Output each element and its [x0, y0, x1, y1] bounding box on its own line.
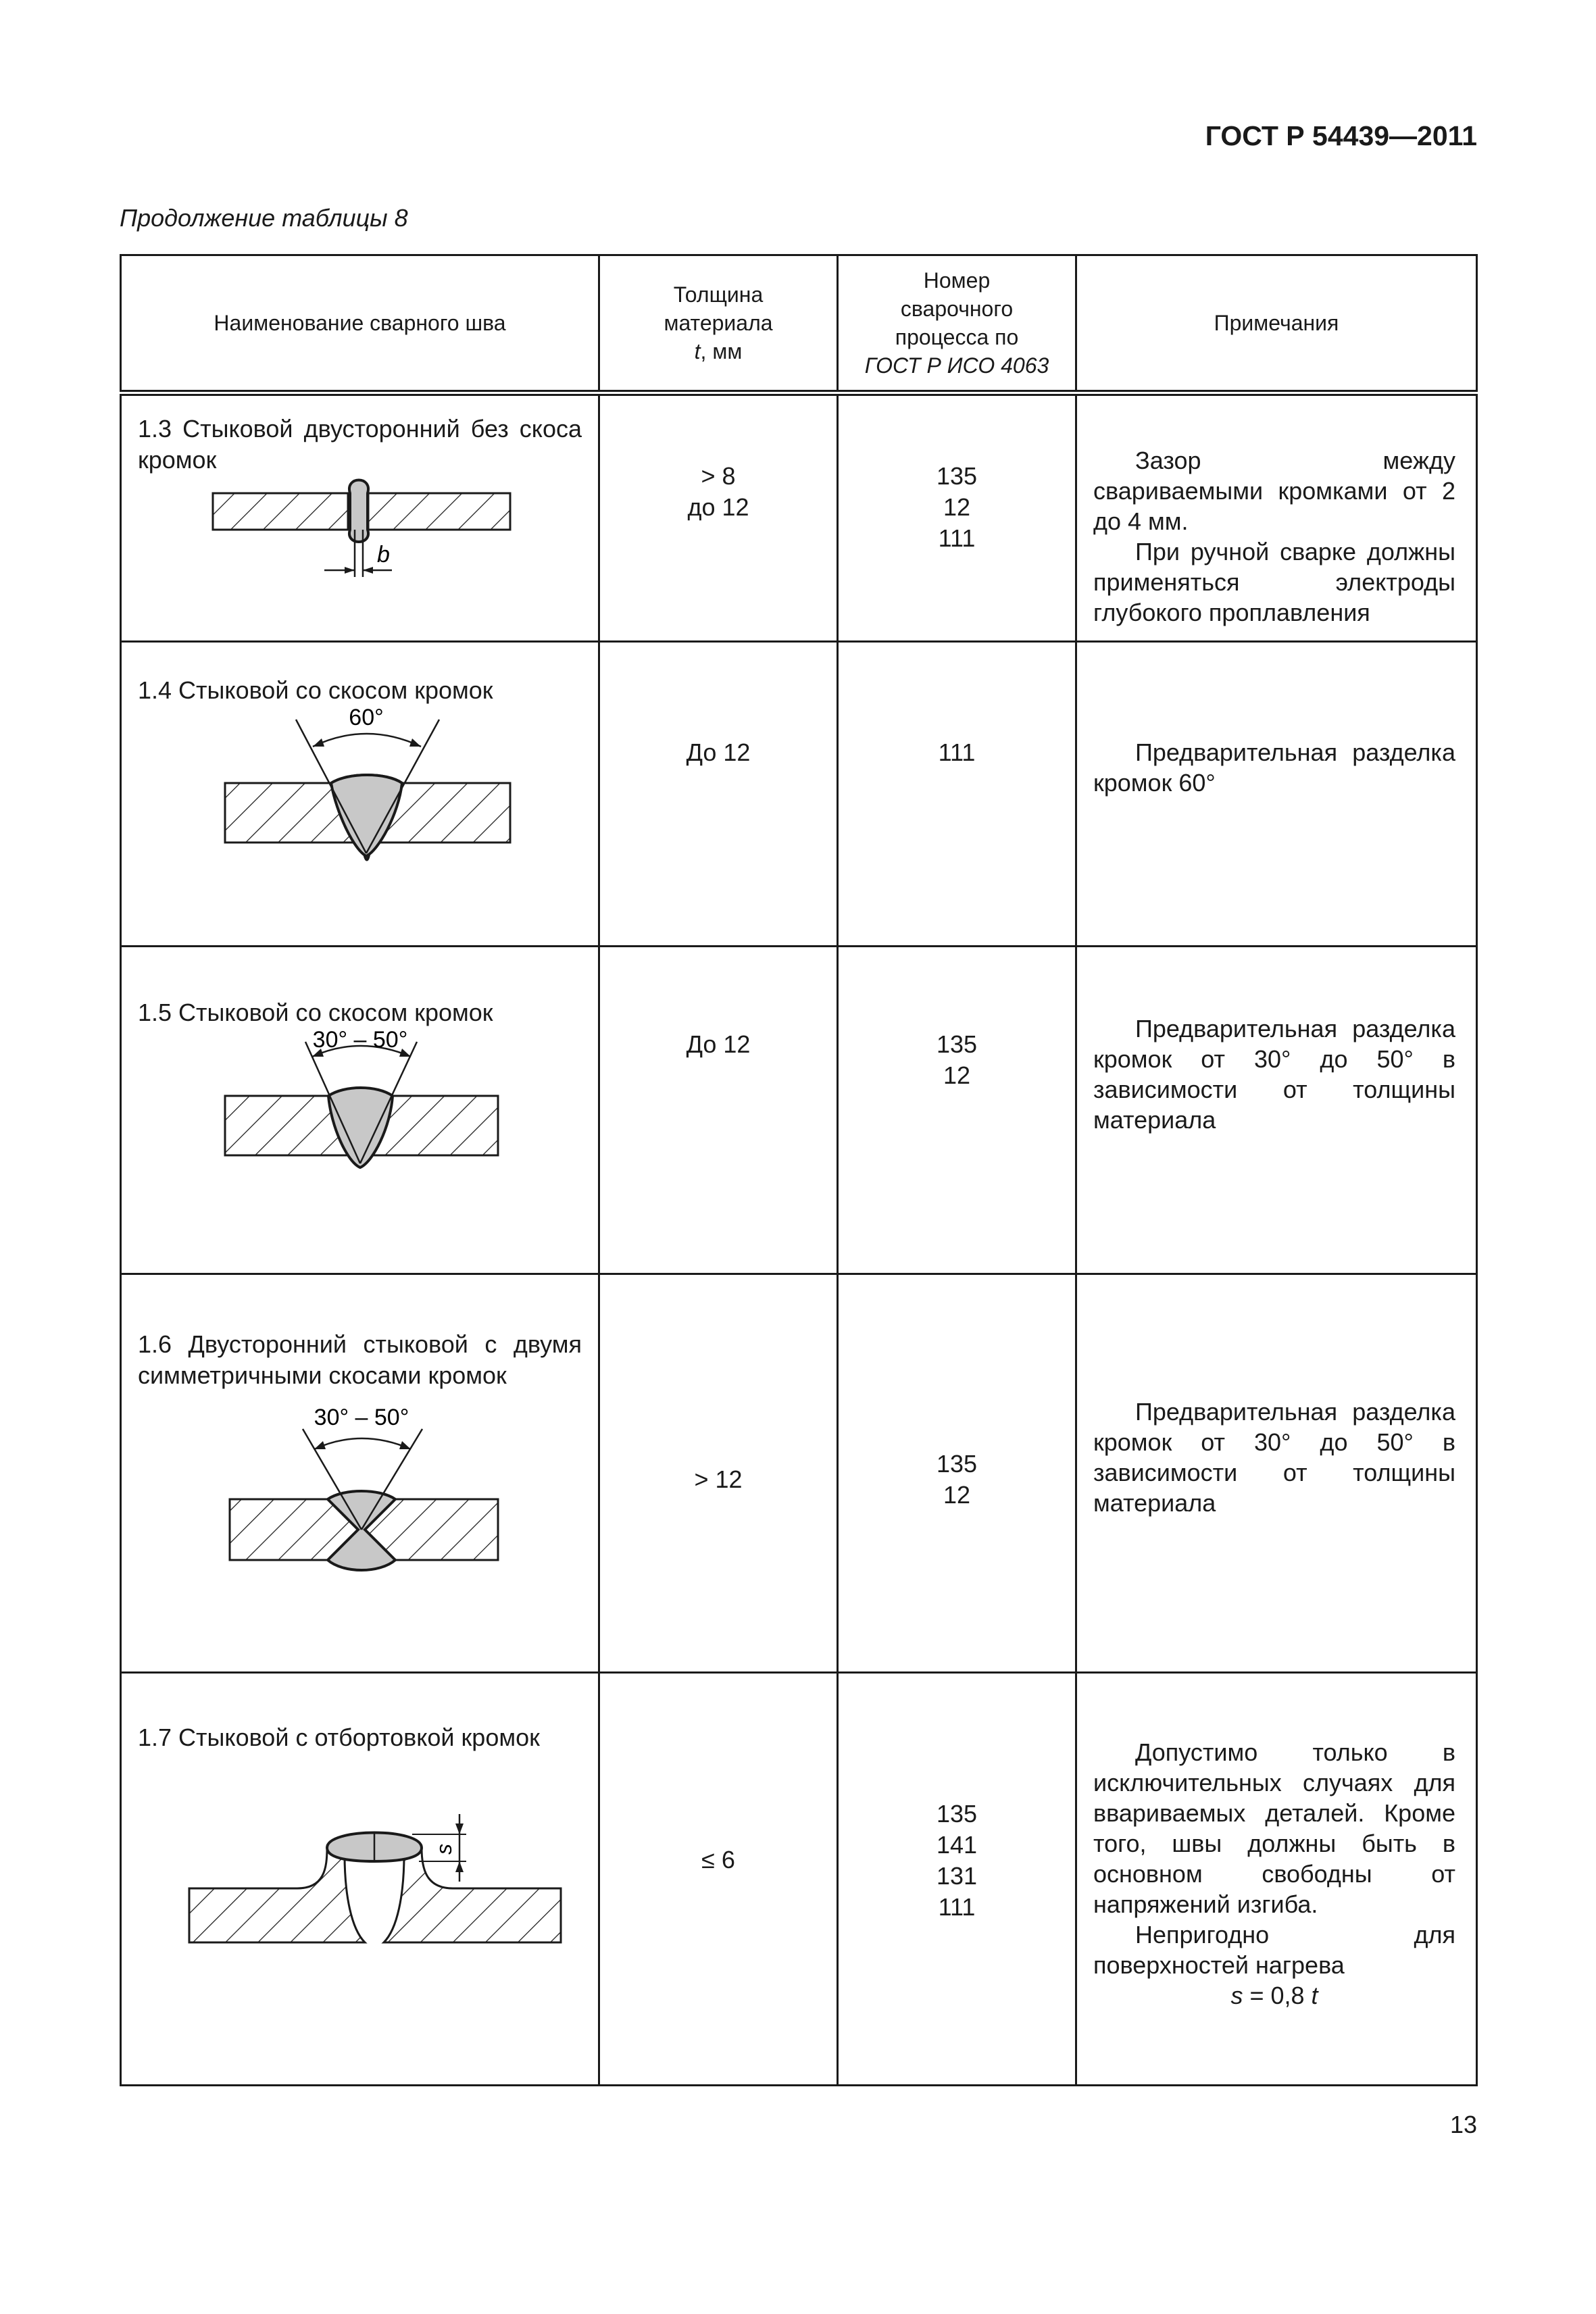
table-header-row	[121, 255, 1477, 393]
dimension-label-s: s	[432, 1844, 456, 1855]
weld-title: 1.6 Двусторонний стыковой с двумя симметричными скосами кромок	[138, 1330, 582, 1389]
formula: s = 0,8 t	[1230, 1982, 1318, 2009]
gap-label-b: b	[377, 542, 390, 568]
angle-label: 30° – 50°	[312, 1028, 408, 1053]
process-cell: 135 141 131 111	[838, 1673, 1076, 2086]
header-weld-name: Наименование сварного шва	[121, 255, 599, 393]
welds-table	[120, 254, 1478, 2086]
weld-title: 1.7 Стыковой с отбортовкой кромок	[138, 1724, 540, 1751]
table-row	[121, 642, 1477, 947]
table-continuation-caption: Продолжение таблицы 8	[120, 204, 408, 232]
weld-diagram-v-butt-30-50	[122, 1028, 595, 1217]
standard-number: ГОСТ Р 54439—2011	[1205, 120, 1477, 151]
weld-diagram-v-butt-60	[122, 706, 595, 895]
thickness-cell: До 12	[599, 947, 838, 1274]
angle-label: 60°	[349, 706, 384, 730]
thickness-cell: > 8 до 12	[599, 393, 838, 642]
notes-cell: Предварительная разделка кромок от 30° до 50° в зависимости от толщины материала	[1076, 1274, 1477, 1673]
header-thickness: Толщина материала t, мм	[599, 255, 838, 393]
header-notes: Примечания	[1076, 255, 1477, 393]
table-row	[121, 1673, 1477, 2086]
process-cell: 111	[838, 642, 1076, 947]
angle-label: 30° – 50°	[314, 1405, 409, 1430]
thickness-cell: > 12	[599, 1274, 838, 1673]
weld-diagram-x-butt	[122, 1391, 595, 1628]
notes-cell: Предварительная разделка кромок от 30° до 50° в зависимости от толщины материала	[1076, 947, 1477, 1274]
thickness-cell: До 12	[599, 642, 838, 947]
notes-cell: Зазор между свариваемыми кромками от 2 до 4 мм. При ручной сварке должны применяться электроды глубокого проплавления	[1076, 393, 1477, 642]
weld-diagram-flanged-butt	[122, 1753, 595, 2010]
weld-title: 1.4 Стыковой со скосом кромок	[138, 676, 493, 704]
weld-title: 1.5 Стыковой со скосом кромок	[138, 999, 493, 1026]
weld-diagram-square-butt	[122, 476, 595, 611]
table-row	[121, 393, 1477, 642]
table-row	[121, 947, 1477, 1274]
process-cell: 135 12	[838, 947, 1076, 1274]
thickness-cell: ≤ 6	[599, 1673, 838, 2086]
weld-title: 1.3 Стыковой двусторонний без скоса кромок	[138, 415, 582, 474]
table-row	[121, 1274, 1477, 1673]
notes-cell: Допустимо только в исключительных случаях для ввариваемых деталей. Кроме того, швы должны быть в основном свободны от напряжений изгиба. Непригодно для поверхностей нагрева s = 0,8 t	[1076, 1673, 1477, 2086]
process-cell: 135 12	[838, 1274, 1076, 1673]
header-process-number: Номер сварочного процесса по ГОСТ Р ИСО 4063	[838, 255, 1076, 393]
page-number: 13	[1449, 2111, 1477, 2138]
notes-cell: Предварительная разделка кромок 60°	[1076, 642, 1477, 947]
process-cell: 135 12 111	[838, 393, 1076, 642]
